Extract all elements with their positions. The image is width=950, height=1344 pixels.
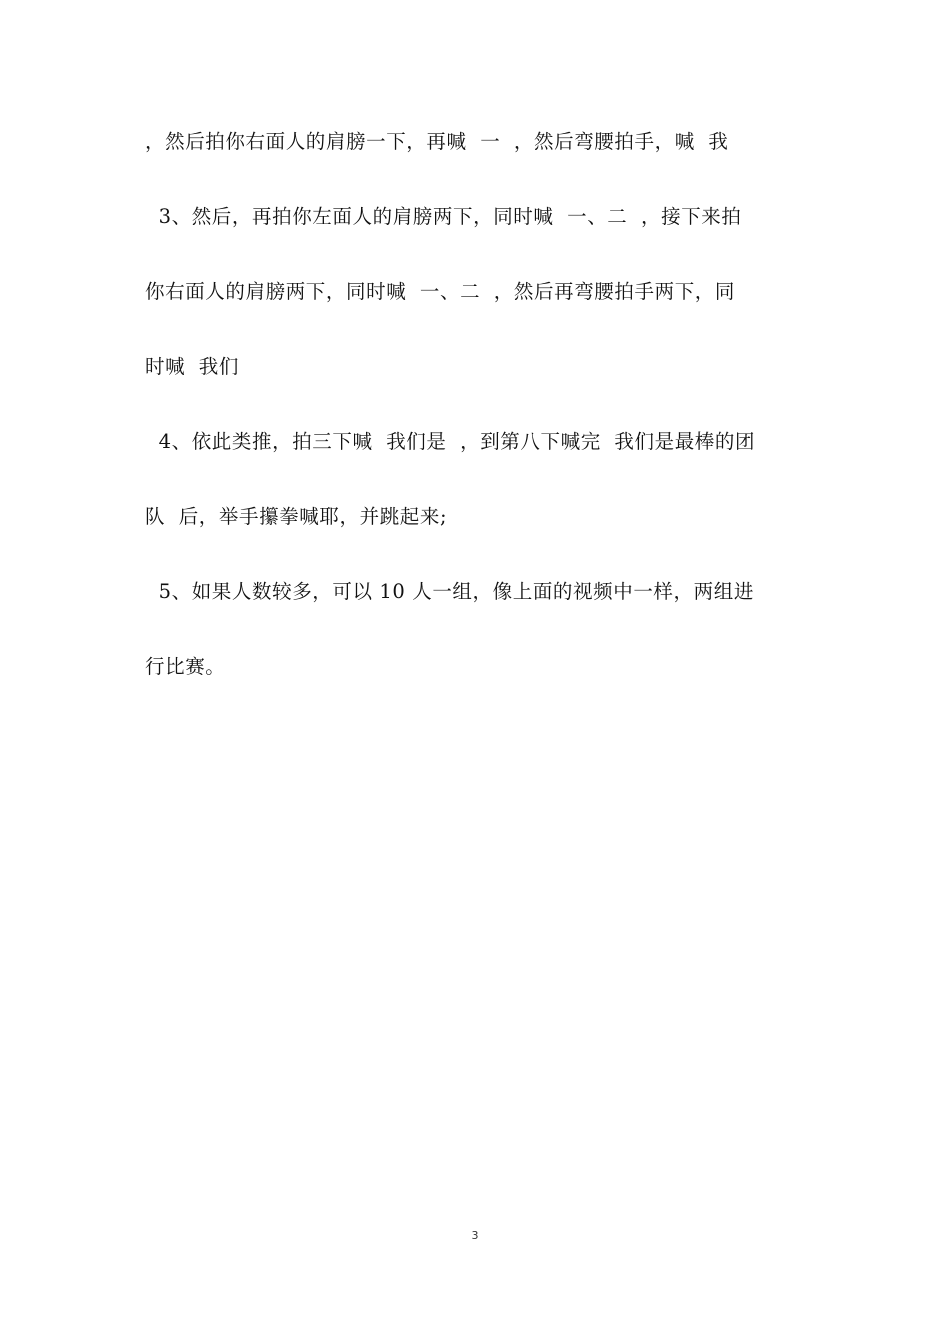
- text-line-8: 行比赛。: [145, 655, 226, 678]
- text-line-7: 5、如果人数较多，可以 10 人一组，像上面的视频中一样，两组进: [145, 580, 754, 603]
- text-line-2: 3、然后，再拍你左面人的肩膀两下，同时喊 一、二 ，接下来拍: [145, 205, 742, 228]
- text-line-3: 你右面人的肩膀两下，同时喊 一、二 ，然后再弯腰拍手两下，同: [145, 280, 735, 303]
- text-line-4: 时喊 我们: [145, 355, 239, 378]
- text-line-5: 4、依此类推，拍三下喊 我们是 ，到第八下喊完 我们是最棒的团: [145, 430, 756, 453]
- text-line-6: 队 后，举手攥拳喊耶，并跳起来;: [145, 505, 448, 528]
- text-line-1: ，然后拍你右面人的肩膀一下，再喊 一 ，然后弯腰拍手，喊 我: [145, 130, 729, 153]
- page-number: 3: [471, 1229, 479, 1242]
